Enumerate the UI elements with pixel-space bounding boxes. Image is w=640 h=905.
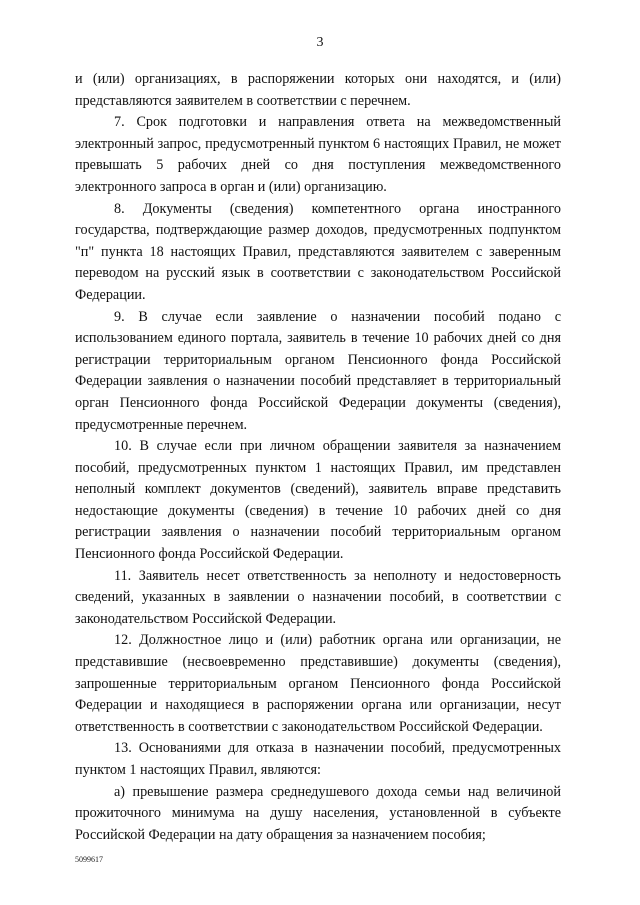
paragraph-12: 12. Должностное лицо и (или) работник органа или организации, не представившие (несвоевременно представившие) документы (сведения), запрошенные территориальным органом Пенсионного фонда Российской Федерации и находящиеся в распоряжении органа или организации, несут ответственность в соответствии с законодательством Российской Федерации. (75, 632, 561, 735)
paragraph-continuation: и (или) организациях, в распоряжении которых они находятся, и (или) представляются заявителем в соответствии с перечнем. (75, 71, 561, 109)
document-id: 5099617 (75, 855, 103, 864)
page-number: 3 (316, 35, 324, 50)
paragraph-10: 10. В случае если при личном обращении заявителя за назначением пособий, предусмотренных пунктом 1 настоящих Правил, им представлен неполный комплект документов (сведений), заявитель вправе представить недостающие документы (сведения) в течение 10 рабочих дней со дня регистрации заявления о назначении пособий территориальным органом Пенсионного фонда Российской Федерации. (75, 438, 561, 563)
paragraph-11: 11. Заявитель несет ответственность за неполноту и недостоверность сведений, указанных в заявлении о назначении пособий, в соответствии с законодательством Российской Федерации. (75, 567, 561, 627)
paragraph-9: 9. В случае если заявление о назначении пособий подано с использованием единого портала, заявитель в течение 10 рабочих дней со дня регистрации территориальным органом Пенсионного фонда Российской Федерации заявления о назначении пособий представляет в территориальный орган Пенсионного фонда Российской Федерации документы (сведения), предусмотренные перечнем. (75, 308, 561, 433)
paragraph-7: 7. Срок подготовки и направления ответа на межведомственный электронный запрос, предусмотренный пунктом 6 настоящих Правил, не может превышать 5 рабочих дней со дня поступления межведомственного электронного запроса в орган и (или) организацию. (75, 114, 561, 195)
paragraph-13: 13. Основаниями для отказа в назначении пособий, предусмотренных пунктом 1 настоящих Правил, являются: (75, 740, 561, 778)
paragraph-8: 8. Документы (сведения) компетентного органа иностранного государства, подтверждающие размер доходов, предусмотренных подпунктом "п" пункта 18 настоящих Правил, представляются заявителем с заверенным переводом на русский язык в соответствии с законодательством Российской Федерации. (75, 200, 561, 303)
document-body (75, 69, 561, 846)
paragraph-13-a: а) превышение размера среднедушевого дохода семьи над величиной прожиточного минимума на душу населения, установленной в субъекте Российской Федерации на дату обращения за назначением пособия; (75, 783, 561, 843)
